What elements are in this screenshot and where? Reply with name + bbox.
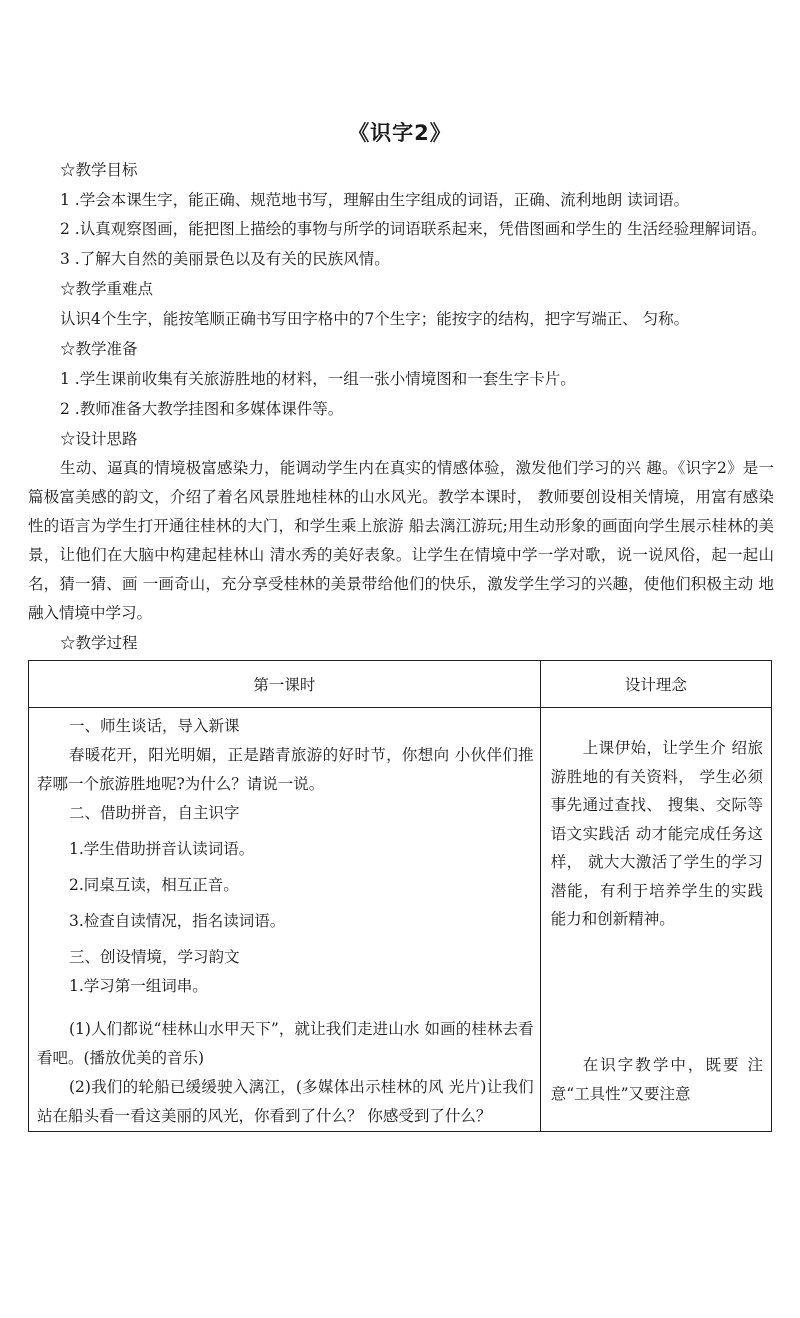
step2-item-2: 2.同桌互读，相互正音。 xyxy=(69,876,239,894)
header-design-concept: 设计理念 xyxy=(540,661,771,708)
step2-item-1: 1.学生借助拼音认读词语。 xyxy=(69,840,255,858)
step3-heading: 三、创设情境，学习韵文 xyxy=(69,948,240,966)
step3-paragraph-1: (1)人们都说“桂林山水甲天下”，就让我们走进山水 如画的桂林去看看吧。(播放优美的音乐) xyxy=(37,1020,534,1067)
design-concept-cell xyxy=(540,708,771,1132)
step3-item-1: 1.学习第一组词串。 xyxy=(69,977,208,995)
lesson-table xyxy=(28,660,772,1132)
section-heading-process: ☆教学过程 xyxy=(60,634,138,652)
page-title: 《识字2》 xyxy=(348,121,452,145)
design-note-2: 在识字教学中，既要 注意“工具性”又要注意 xyxy=(550,1055,763,1103)
goal-item-3: 3 .了解大自然的美丽景色以及有关的民族风情。 xyxy=(60,250,390,268)
preparation-item-2: 2 .教师准备大教学挂图和多媒体课件等。 xyxy=(60,400,344,418)
design-note-1: 上课伊始，让学生介 绍旅游胜地的有关资料， 学生必须事先通过查找、 搜集、交际等语文实践活 动才能完成任务这样， 就大大激活了学生的学习 潜能，有利于培养学生的实践能力和创新精神。 xyxy=(550,739,763,928)
step2-item-3: 3.检查自读情况，指名读词语。 xyxy=(69,912,286,930)
section-heading-preparation: ☆教学准备 xyxy=(60,340,138,358)
step3-paragraph-2: (2)我们的轮船已缓缓驶入漓江，(多媒体出示桂林的风 光片)让我们站在船头看一看这美丽的风光，你看到了什么？ 你感受到了什么？ xyxy=(37,1078,534,1125)
goal-item-1: 1 .学会本课生字，能正确、规范地书写，理解由生字组成的词语，正确、流利地朗 读词语。 xyxy=(60,191,690,209)
step1-heading: 一、师生谈话，导入新课 xyxy=(69,717,240,735)
header-lesson: 第一课时 xyxy=(29,661,541,708)
lesson-content-cell xyxy=(29,708,541,1132)
preparation-item-1: 1 .学生课前收集有关旅游胜地的材料，一组一张小情境图和一套生字卡片。 xyxy=(60,370,576,388)
design-text: 生动、逼真的情境极富感染力，能调动学生内在真实的情感体验，激发他们学习的兴 趣。《识字2》是一篇极富美感的韵文，介绍了着名风景胜地桂林的山水风光。教学本课时， 教师要创设相关情境，用富有感染性的语言为学生打开通往桂林的大门，和学生乘上旅游 船去漓江游玩;用生动形象的画面向学生展示桂林的美景，让他们在大脑中构建起桂林山 清水秀的美好表象。让学生在情境中学一学对歌，说一说风俗，起一起山名，猜一猜、画 一画奇山，充分享受桂林的美景带给他们的快乐，激发学生学习的兴趣，使他们积极主动 地融入情境中学习。 xyxy=(28,459,774,622)
table-header-row xyxy=(29,661,772,708)
section-heading-goals: ☆教学目标 xyxy=(60,161,138,179)
goal-item-2: 2 .认真观察图画，能把图上描绘的事物与所学的词语联系起来，凭借图画和学生的 生活经验理解词语。 xyxy=(60,220,767,238)
document-body xyxy=(28,155,774,1132)
table-row xyxy=(29,708,772,1132)
step2-heading: 二、借助拼音，自主识字 xyxy=(69,804,240,822)
key-points-text: 认识4个生字，能按笔顺正确书写田字格中的7个生字；能按字的结构，把字写端正、 匀称。 xyxy=(60,310,690,328)
step1-text: 春暖花开，阳光明媚，正是踏青旅游的好时节，你想向 小伙伴们推荐哪一个旅游胜地呢?为什么？请说一说。 xyxy=(37,746,534,793)
section-heading-key-points: ☆教学重难点 xyxy=(60,280,154,298)
section-heading-design: ☆设计思路 xyxy=(60,430,138,448)
